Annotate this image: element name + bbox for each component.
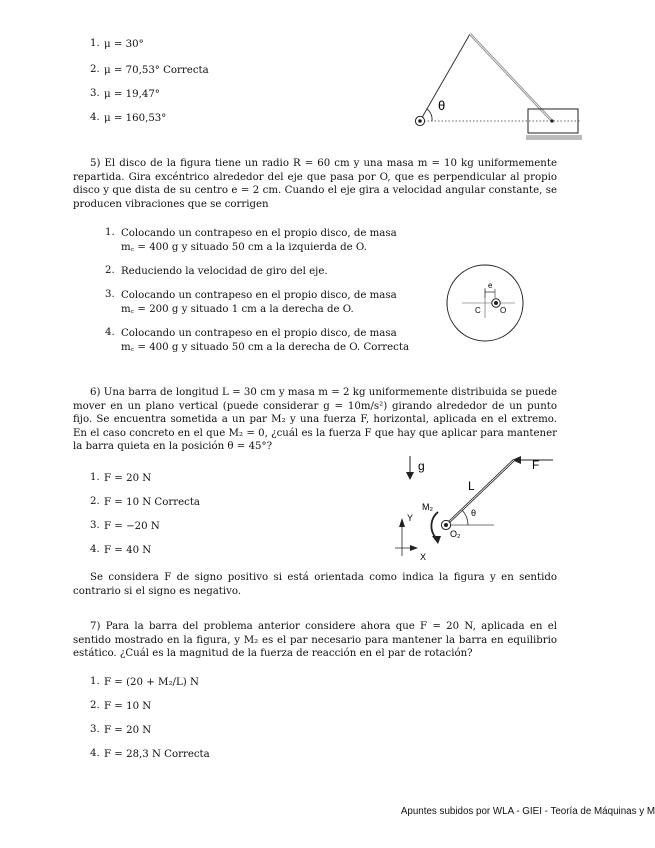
theta-label: θ <box>471 508 477 518</box>
q6-option-4-text: F = 40 N <box>104 545 152 556</box>
q7-option-2-text: F = 10 N <box>104 701 152 712</box>
q6-option-3-number: 3. <box>90 520 100 531</box>
q7-option-4-number: 4. <box>90 748 100 759</box>
q4-option-2-number: 2. <box>90 64 100 75</box>
q5-option-2-line1: Reduciendo la velocidad de giro del eje. <box>121 266 328 277</box>
q5-option-3-line1: Colocando un contrapeso en el propio disco, de masa <box>121 290 397 301</box>
q4-option-3-number: 3. <box>90 88 100 99</box>
torque-arrow <box>431 512 438 538</box>
theta-arc <box>427 109 432 121</box>
ground-hatch <box>526 135 582 140</box>
eccentric-disk-figure <box>440 258 540 348</box>
length-label: L <box>468 479 475 493</box>
q5-option-1-line1: Colocando un contrapeso en el propio disco, de masa <box>121 228 397 239</box>
gravity-label: g <box>418 459 425 473</box>
force-label: F <box>532 458 540 472</box>
eccentricity-label: e <box>488 281 493 290</box>
q6-option-1-text: F = 20 N <box>104 473 152 484</box>
q5-statement: 5) El disco de la figura tiene un radio R = 60 cm y una masa m = 10 kg uniformemente repartida. Gira excéntrico alrededor del eje que pasa por O, que es perpendicular al propio disco y que dista de su centro e = 2 cm. Cuando el eje gira a velocidad angular constante, se producen vibraciones que se corrigen <box>73 158 557 210</box>
q6-sign-note: Se considera F de signo positivo si está orientada como indica la figura y en sentido contrario si el signo es negativo. <box>73 572 557 597</box>
torque-label: M₂ <box>422 502 433 512</box>
center-label: C <box>475 306 481 315</box>
pivot-label: O₂ <box>450 529 461 539</box>
q4-option-4-number: 4. <box>90 112 100 123</box>
q5-option-3-line2: m꜀ = 200 g y situado 1 cm a la derecha de O. <box>121 304 354 315</box>
q5-option-1-number: 1. <box>105 227 115 238</box>
q6-statement: 6) Una barra de longitud L = 30 cm y masa m = 2 kg uniformemente distribuida se puede mover en un plano vertical (puede considerar g = 10m/s²) girando alrededor de un punto fijo. Se encuentra sometida a un par M₂ y una fuerza F, horizontal, aplicada en el extremo. En el caso concreto en el que M₂ = 0, ¿cuál es la fuerza F que hay que aplicar para mantener la barra quieta en la posición θ = 45°? <box>73 387 557 453</box>
q4-option-1-number: 1. <box>90 38 100 49</box>
q4-option-4-text: μ = 160,53° <box>104 113 167 124</box>
q7-option-4-text: F = 28,3 N Correcta <box>104 749 210 760</box>
q6-option-1-number: 1. <box>90 472 100 483</box>
y-axis-label: Y <box>407 513 414 523</box>
axis-point-label: O <box>500 306 507 315</box>
q4-option-2-text: μ = 70,53° Correcta <box>104 65 209 76</box>
q7-option-1-text: F = (20 + M₂/L) N <box>104 677 199 688</box>
q5-option-4-line2: m꜀ = 400 g y situado 50 cm a la derecha de O. Correcta <box>121 342 410 353</box>
theta-label: θ <box>438 98 446 113</box>
q5-option-4-line1: Colocando un contrapeso en el propio disco, de masa <box>121 328 397 339</box>
q6-option-4-number: 4. <box>90 544 100 555</box>
q5-option-2-number: 2. <box>105 265 115 276</box>
page-footer: Apuntes subidos por WLA - GIEI - Teoría de Máquinas y M <box>400 806 655 817</box>
x-axis-label: X <box>420 552 427 562</box>
theta-arc <box>462 510 468 525</box>
q7-option-1-number: 1. <box>90 676 100 687</box>
q7-statement: 7) Para la barra del problema anterior considere ahora que F = 20 N, aplicada en el sentido mostrado en la figura, y M₂ es el par necesario para mantener la barra en equilibrio estático. ¿Cuál es la magnitud de la fuerza de reacción en el par de rotación? <box>73 621 557 660</box>
q7-option-2-number: 2. <box>90 700 100 711</box>
q5-option-3-number: 3. <box>105 289 115 300</box>
q6-option-2-number: 2. <box>90 496 100 507</box>
q5-option-1-line2: m꜀ = 400 g y situado 50 cm a la izquierda de O. <box>121 242 367 253</box>
q7-option-3-number: 3. <box>90 724 100 735</box>
q4-option-1-text: μ = 30° <box>104 39 144 50</box>
bar-force-figure <box>390 452 560 567</box>
q4-option-3-text: μ = 19,47° <box>104 89 160 100</box>
q6-option-2-text: F = 10 N Correcta <box>104 497 201 508</box>
q5-option-4-number: 4. <box>105 327 115 338</box>
slider-pin <box>550 119 553 122</box>
crank-slider-figure <box>400 25 600 150</box>
q7-option-3-text: F = 20 N <box>104 725 152 736</box>
q6-option-3-text: F = −20 N <box>104 521 160 532</box>
